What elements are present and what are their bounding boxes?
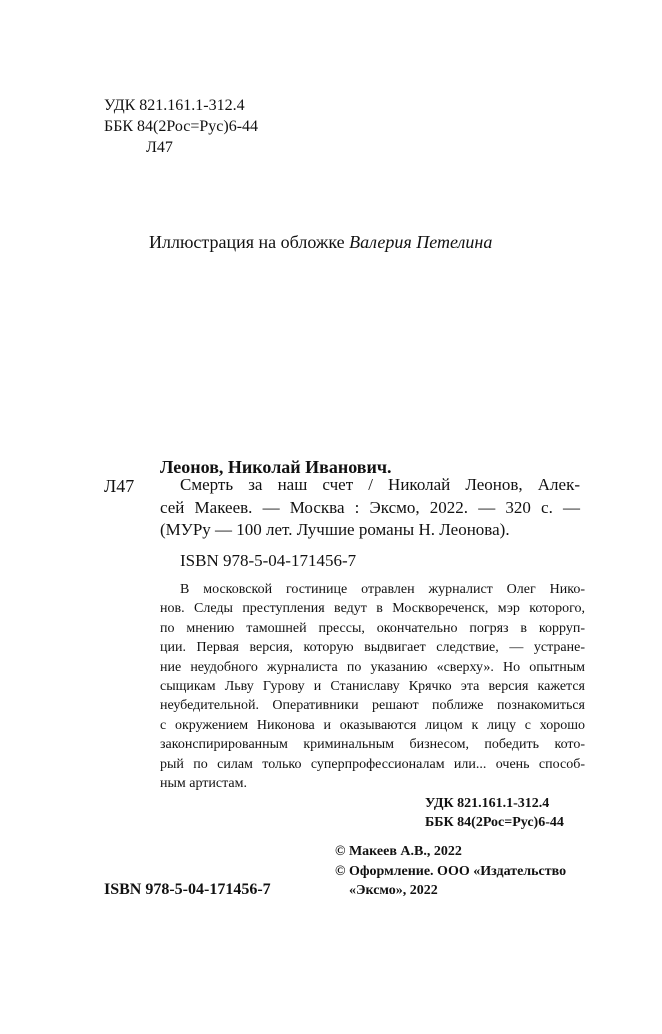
copyright-design-line1: © Оформление. ООО «Издательство: [335, 864, 567, 879]
annotation-line: В московской гостинице отравлен журналист Олег Нико-: [180, 582, 585, 597]
bibliographic-description-cont: [160, 497, 580, 541]
bbk-code: ББК 84(2Рос=Рус)6-44: [104, 118, 259, 135]
annotation-line: законспирированным криминальным бизнесом, победить кото-: [160, 737, 585, 753]
illustration-artist: Валерия Петелина: [349, 232, 493, 252]
copyright-author: © Макеев А.В., 2022: [335, 844, 462, 859]
annotation-line: ным артистам.: [160, 776, 247, 792]
illustration-credit: [149, 230, 492, 254]
annotation-line: с окружением Никонова и оказываются лицом к лицу с хорошо: [160, 717, 585, 733]
annotation: [160, 580, 585, 793]
annotation-line: по мнению тамошней прессы, окончательно погряз в корруп-: [160, 620, 585, 636]
bbk-code-bold: ББК 84(2Рос=Рус)6-44: [425, 815, 564, 830]
author-mark: Л47: [146, 139, 173, 156]
card-mark: Л47: [104, 476, 135, 496]
annotation-line: нов. Следы преступления ведут в Москвореченск, мэр которого,: [160, 601, 585, 617]
annotation-line: неубедительной. Оперативники решают поближе познакомиться: [160, 698, 585, 714]
annotation-line: ции. Первая версия, которую выдвигает следствие, — устране-: [160, 640, 585, 656]
bibliographic-description: [180, 474, 580, 496]
annotation-line: рый по силам только суперпрофессионалам или... очень способ-: [160, 756, 585, 772]
bib-line: (МУРу — 100 лет. Лучшие романы Н. Леонова).: [160, 520, 510, 539]
udk-code-bold: УДК 821.161.1-312.4: [425, 796, 550, 811]
footer-isbn: ISBN 978-5-04-171456-7: [104, 881, 271, 898]
copyright-design-line2: «Эксмо», 2022: [349, 883, 438, 898]
bib-line: сей Макеев. — Москва : Эксмо, 2022. — 320 с. —: [160, 498, 580, 517]
annotation-line: ние неудобного журналиста по указанию «сверху». Но опытным: [160, 659, 585, 675]
bib-line: Смерть за наш счет / Николай Леонов, Алек-: [180, 475, 580, 494]
card-isbn: ISBN 978-5-04-171456-7: [180, 551, 357, 570]
illustration-prefix: Иллюстрация на обложке: [149, 232, 345, 252]
annotation-line: сыщикам Льву Гурову и Станиславу Крячко эта версия кажется: [160, 679, 585, 695]
udk-code: УДК 821.161.1-312.4: [104, 97, 245, 114]
author-heading: Леонов, Николай Иванович.: [160, 457, 392, 477]
